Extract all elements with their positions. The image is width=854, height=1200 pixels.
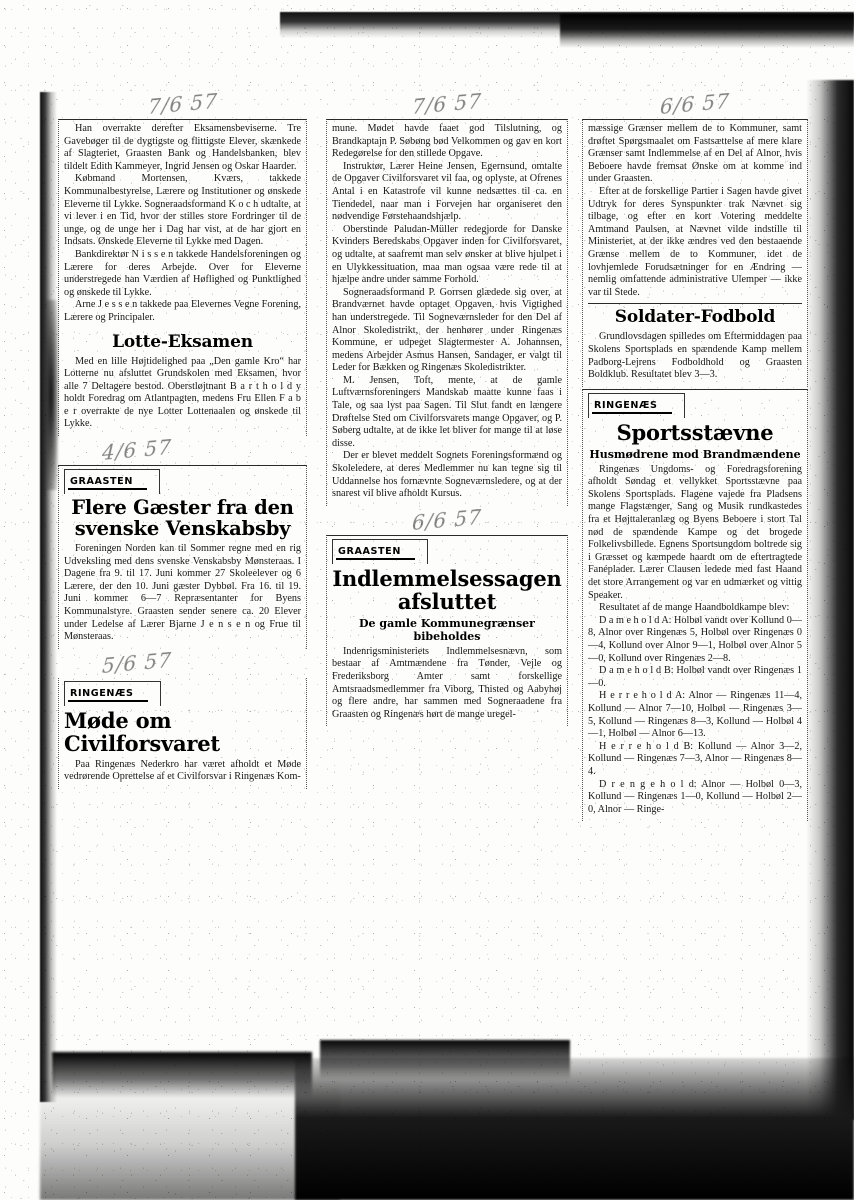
paragraph: Sogneraadsformand P. Gorrsen glædede sig over, at Brandværnet havde optaget Opgaven, hvis Vigtighed han understregede. Til Sogneværnsleder for den Del af Alnor Skoledistrikt, der henhører under Ringenæs Kommune, er udpeget Slagtermester A. Johannsen, medens Arbejder Asmus Hansen, Sandager, er valgt til Leder for Bækken og Ringenæs Skoledistrikter. [332,286,562,374]
paragraph: Bankdirektør N i s s e n takkede Handelsforeningen og Lærere for deres Arbejde. Over for Eleverne understregede han Værdien af Høflighed og Punktlighed og ønskede til Lykke. [64,248,301,298]
column-middle [326,88,568,728]
section-kicker: RINGENÆS [68,687,148,702]
handwritten-date: 5/6 57 [101,647,173,678]
column-right [582,88,808,823]
clipping-left-1 [58,119,307,436]
paragraph: Resultatet af de mange Haandboldkampe blev: [599,602,790,614]
article-headline: Flere Gæster fra den svenske Venskabsby [71,496,294,541]
handwritten-date: 4/6 57 [101,434,173,466]
handwritten-date-row [582,88,808,120]
handwritten-date-row [58,434,307,466]
result-line: D a m e h o l d A: Holbøl vandt over Kollund 0—8, Alnor over Ringenæs 5, Holbøl over Ringenæs 0—4, Kollund over Alnor 9—1, Holbøl over Alnor 5—0, Kollund over Ringenæs 2—8. [588,614,802,664]
paragraph: Der er blevet meddelt Sognets Foreningsformænd og Skoleledere, at deres Medlemmer nu kan tegne sig til Uddannelse hos fornævnte Sogneværnsledere, og at der snarest vil blive afholdt Kursus. [332,450,562,500]
clipping-mid-1 [326,119,568,506]
article-subhead: De gamle Kommunegrænser bibeholdes [359,616,535,643]
section-kicker-box [64,681,161,706]
article-headline: Møde om Civilforsvaret [64,707,220,756]
handwritten-date: 6/6 57 [411,504,483,535]
paragraph: Med en lille Højtidelighed paa „Den gamle Kro“ har Lotterne nu afsluttet Grundskolen med Eksamen, hvor alle 7 Deltagere bestod. Oberstløjtnant B a r t h o l d y holdt Foredrag om Atlantpagten, medens Fru Ellen F a b e r overrakte de nye Lotter Lottenaalen og ønskede til Lykke. [64,355,301,430]
paragraph: mæssige Grænser mellem de to Kommuner, samt drøftet Spørgsmaalet om Fastsættelse af mere klare Grænser samt Indlemmelse af en Del af Alnor, hvis Beboere havde fremsat Ønske om at komme ind under Graasten. [588,123,802,185]
handwritten-date: 7/6 57 [146,88,219,120]
clipping-right-2 [582,389,808,822]
paragraph: Arne J e s s e n takkede paa Elevernes Vegne Forening, Lærere og Principaler. [64,299,301,323]
paragraph: Han overrakte derefter Eksamensbeviserne. Tre Gavebøger til de dygtigste og flittigste Elever, skænkede af Slagteriet, Graasten Bank og Handelsbanken, blev tildelt Edith Kammeyer, Ingrid Jensen og Oskar Haarder. [64,123,301,172]
clipping-left-2 [58,465,307,649]
section-kicker-box [64,469,160,494]
paragraph: Instruktør, Lærer Heine Jensen, Egernsund, omtalte de Opgaver Civilforsvaret vil faa, og oplyste, at Ofrenes Antal i en Katastrofe vil kunne nedsættes til ca. en Tiendedel, naar man i Forvejen har organiseret den nødvendige Førstehaandshjælp. [332,160,562,223]
handwritten-date: 6/6 57 [659,88,731,120]
clipping-mid-2 [326,535,568,727]
result-line: D r e n g e h o l d: Alnor — Holbøl 0—3, Kollund — Ringenæs 1—0, Kollund — Holbøl 2—0, Alnor — Ringe- [588,778,802,815]
section-kicker-box [588,393,685,418]
result-line: D a m e h o l d B: Holbøl vandt over Ringenæs 1—0. [588,665,802,689]
handwritten-date-row [58,88,307,120]
article-headline: Indlemmelsessagen afsluttet [332,565,562,614]
handwritten-date-row [58,647,307,678]
article-headline: Sportsstævne [616,419,774,445]
result-line: H e r r e h o l d B: Kollund — Alnor 3—2, Kollund — Ringenæs 7—3, Alnor — Ringenæs 8—4. [588,740,802,777]
clipping-right-1 [582,119,808,387]
paragraph: mune. Mødet havde faaet god Tilslutning, og Brandkaptajn P. Søbøng bød Velkommen og gav en kort Redegørelse for den stillede Opgave. [332,123,562,160]
section-divider [588,303,802,304]
result-line: H e r r e h o l d A: Alnor — Ringenæs 11—4, Kollund — Alnor 7—10, Holbøl — Ringenæs 3—5, Kollund — Ringenæs 8—3, Kollund — Holbøl 4—1, Holbøl — Alnor 6—13. [588,690,802,740]
section-kicker: GRAASTEN [68,475,147,490]
article-subhead: Husmødrene mod Brandmændene [589,447,801,461]
section-kicker-box [332,539,428,564]
article-headline: Soldater-Fodbold [614,307,776,328]
paragraph: M. Jensen, Toft, mente, at de gamle Luftværnsforeningers Mandskab maatte kunne faas i Tale, og saa lyst paa Sagen. Til Slut fandt en længere Drøftelse Sted om Civilforsvarets mange Opgaver, og P. Søberg udtalte, at de ikke let bliver for mange til at løse disse. [332,374,562,449]
paragraph: Grundlovsdagen spilledes om Eftermiddagen paa Skolens Sportsplads en spændende Kamp mellem Padborg-Lejrens Fodboldhold og Graasten Boldklub. Resultatet blev 3—3. [588,331,802,381]
clipping-left-3 [58,678,307,789]
handwritten-date: 7/6 57 [411,88,483,120]
section-kicker: RINGENÆS [592,399,672,414]
section-kicker: GRAASTEN [336,545,415,560]
paragraph: Oberstinde Paludan-Müller redegjorde for Danske Kvinders Beredskabs Opgaver inden for Civilforsvaret, og udtalte, at saafremt man selv ønsker at blive hjulpet i en Ulykkessituation, maa man ogsaa være rede til at hjælpe andre under samme Forhold. [332,223,562,286]
handwritten-date-row [326,504,568,535]
paragraph: Ringenæs Ungdoms- og Foredragsforening afholdt Søndag et vellykket Sportsstævne paa Skolens Sportsplads. Flagene vajede fra Pladsens mange Flagstænger, Sang og Musik rundkastedes fra et Højttaleranlæg og Byens Beboere i stort Tal nød de spændende Kampe og det brogede Folkelivsbillede. Egnens Sportsungdom boltrede sig i Græsset og kæmpede haardt om de eftertragtede Fanéplader. Lærer Clausen ledede med fast Haand det store Arrangement og var en udmærket og vittig Speaker. [588,463,802,601]
column-left [58,88,307,791]
paragraph: Foreningen Norden kan til Sommer regne med en rig Udveksling med dens svenske Venskabsby Mønsteraas. I Dagene fra 9. til 17. Juni kommer 27 Skoleelever og 6 Lærere, der den 10. Juni gæster Dybbøl. Fra 16. til 19. Juni kommer 6—7 Repræsentanter for Byens Kommunalstyre. Graasten sender senere ca. 20 Elever under Ledelse af Lærer Bjarne J e n s e n og Frue til Mønsteraas. [64,543,301,643]
paragraph: Efter at de forskellige Partier i Sagen havde givet Udtryk for deres Synspunkter trak Nævnet sig tilbage, og efter en kort Votering meddelte Amtmand Paulsen, at Nævnet vilde indstille til Ministeriet, at der ikke ændres ved den bestaaende Grænse mellem de to Kommuner, idet de lovhjemlede Forudsætninger for en Ændring — nemlig omfattende administrative Ulemper — ikke var til Stede. [588,185,802,298]
article-headline: Lotte-Eksamen [112,331,253,352]
handwritten-date-row [326,88,568,120]
paragraph: Købmand Mortensen, Kværs, takkede Kommunalbestyrelse, Lærere og Institutioner og ønskede Eleverne til Lykke. Sogneraadsformand K o c h udtalte, at vi lever i en Tid, hvor der stilles store Fordringer til de unge, og de unge her i Dag har vist, at de har gjort en Indsats. Ønskede Eleverne til Lykke med Dagen. [64,173,301,248]
paragraph: Indenrigsministeriets Indlemmelsesnævn, som bestaar af Amtmændene fra Tønder, Vejle og Frederiksborg Amter samt forskellige Amtsraadsmedlemmer fra Viborg, Thisted og Aabyhøj og flere andre, har sammen med Sogneraadene fra Graasten og Ringenæs hørt de mange uregel- [332,645,562,720]
paragraph: Paa Ringenæs Nederkro har været afholdt et Møde vedrørende Oprettelse af et Civilforsvar i Ringenæs Kom- [64,758,301,783]
